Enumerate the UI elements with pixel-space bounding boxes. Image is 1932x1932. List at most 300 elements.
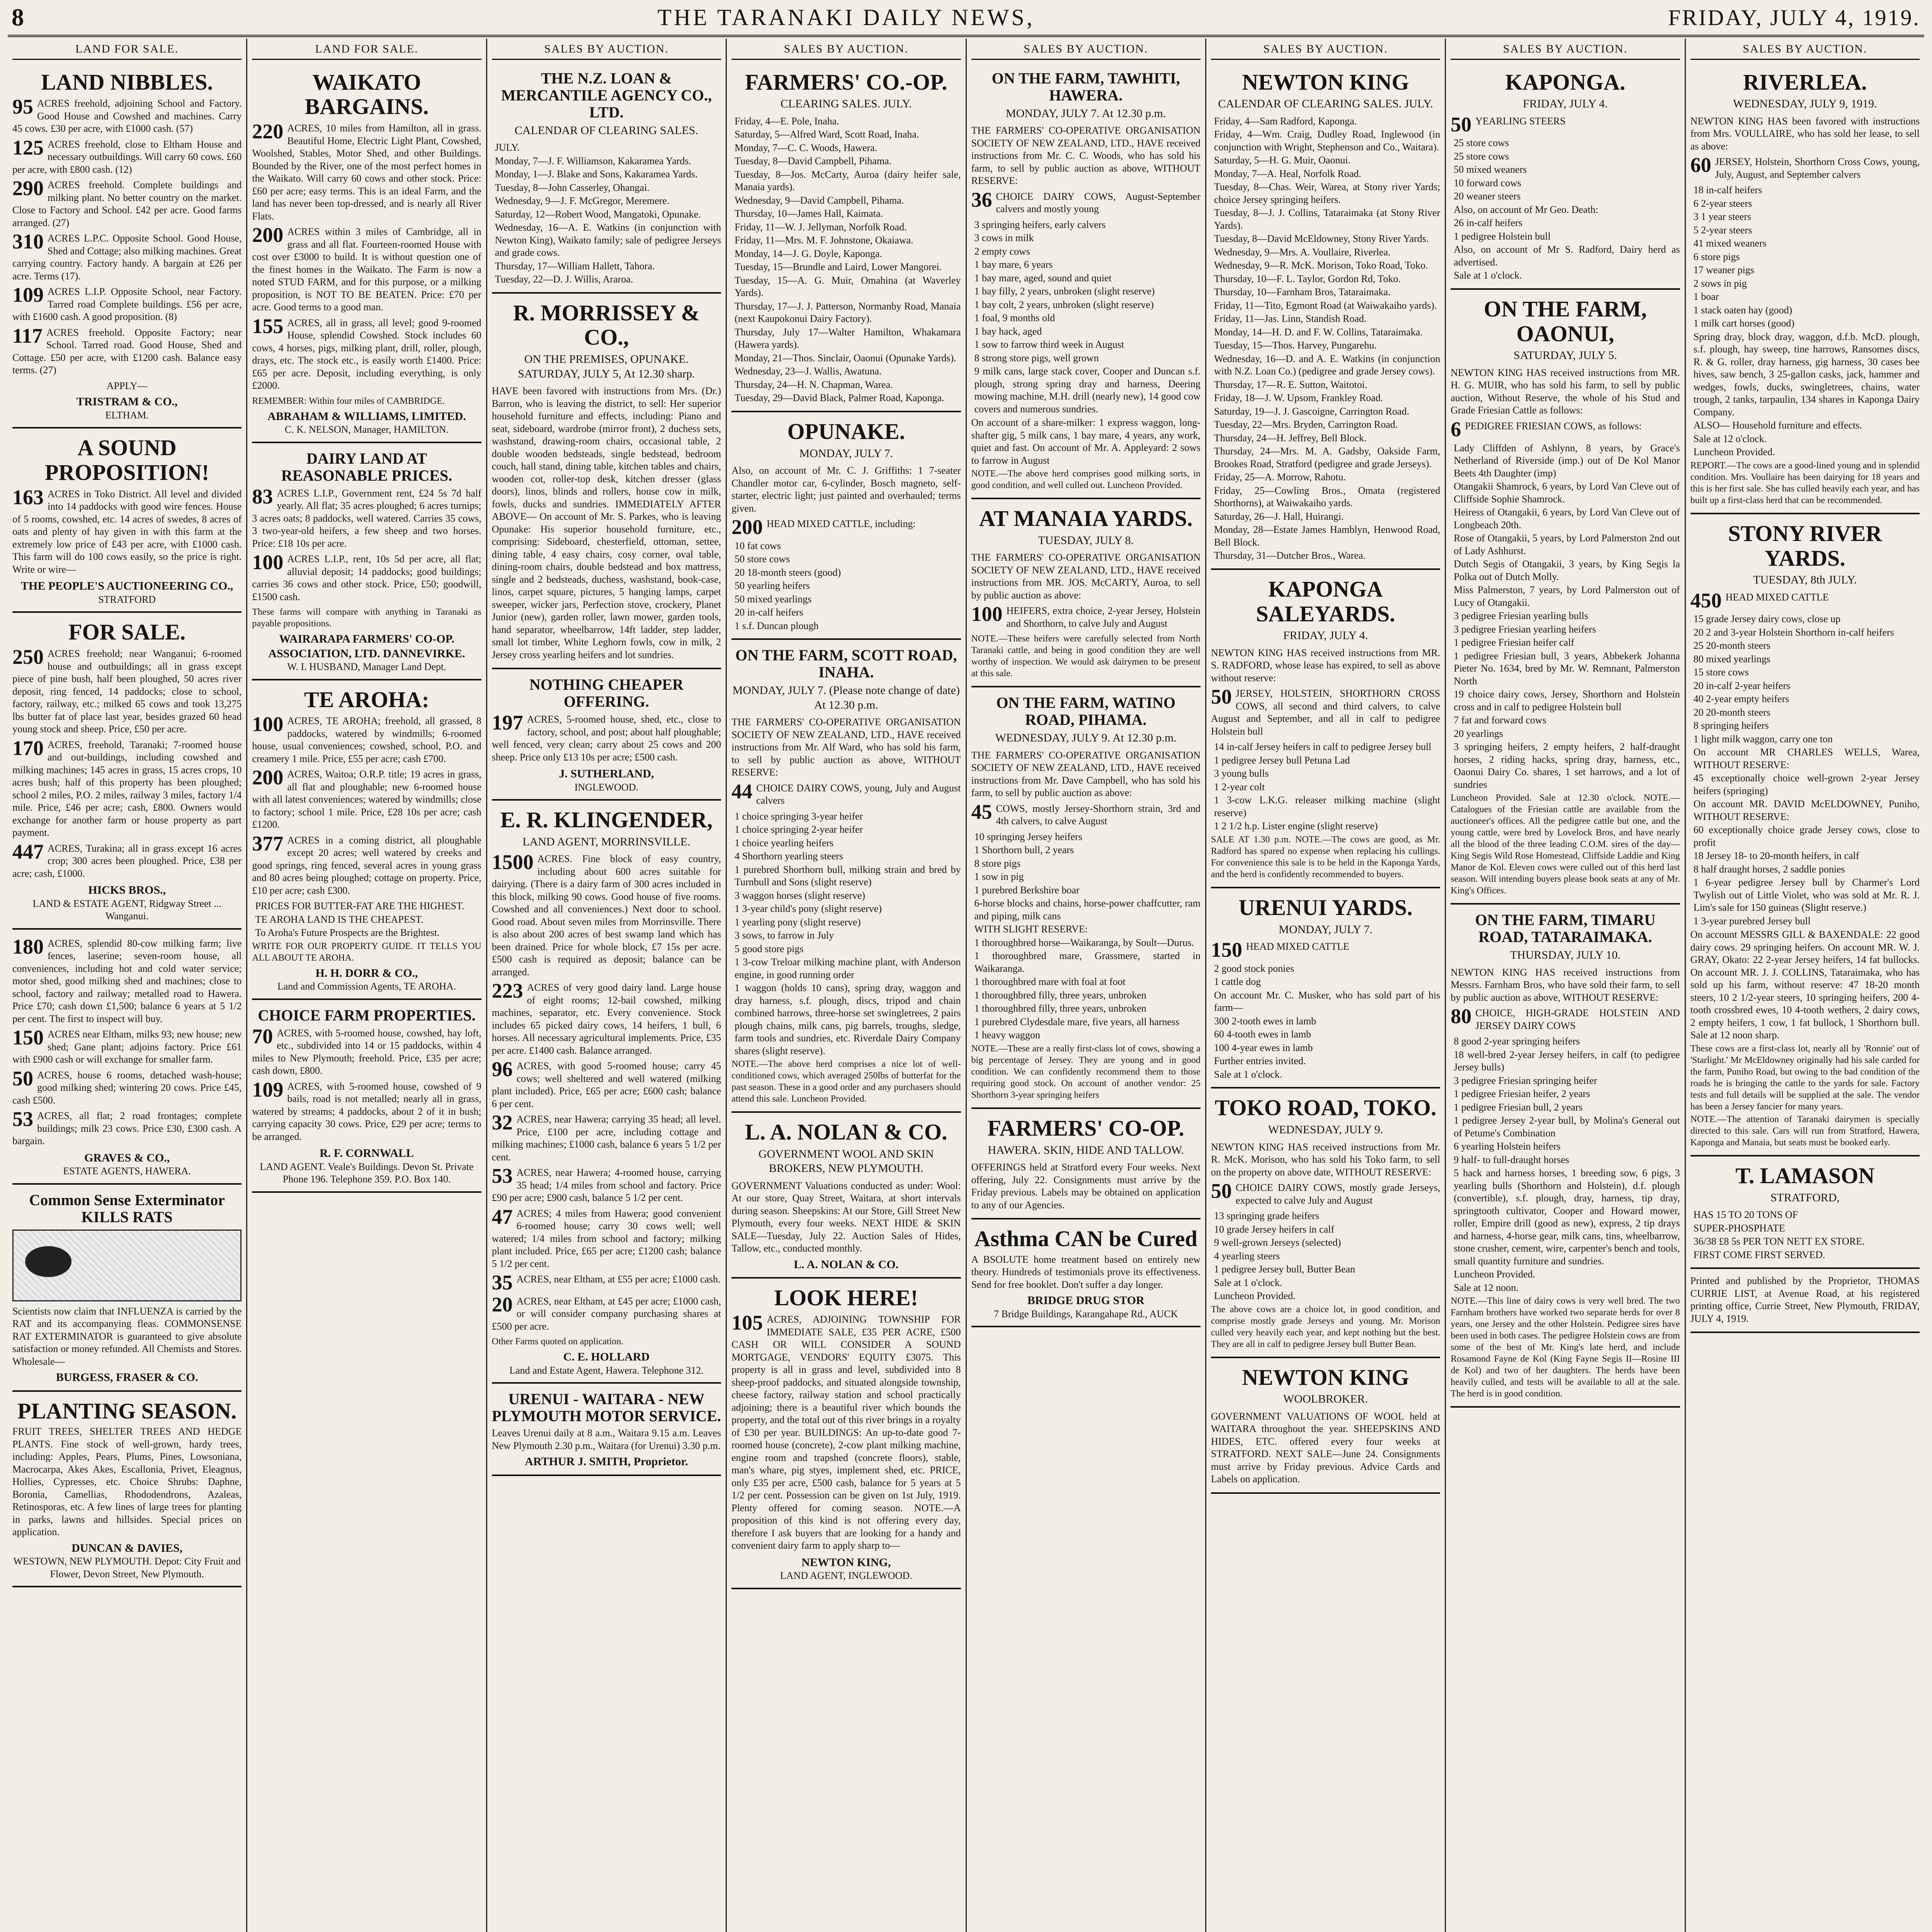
ad-title: ON THE FARM, TIMARU ROAD, TATARAIMAKA. [1475, 911, 1656, 946]
ad-line: Sale at 1 o'clock. [1214, 1277, 1282, 1288]
ad-title: Asthma CAN be Cured [974, 1226, 1197, 1252]
listing-text: ACRES, near Hawera; carrying 35 head; all level. Price, £100 per acre, including cottage and milking machines; £1000 cash, balance 6 years 5 1/2 per cent. [492, 1114, 721, 1163]
ad-note: NOTE.—These are a really first-class lot of cows, showing a big percentage of Jersey. They are young and in good condition. We can confidently recommend them to those requiring good stock. On account of another vendor: 25 Shorthorn 3-year springing heifers [971, 1043, 1201, 1100]
ad-body: Scientists now claim that INFLUENZA is carried by the RAT and its accompanying fleas. COMMONSENSE RAT EXTERMINATOR is guaranteed to give absolute satisfaction or money refunded. All Chemists and Stores. Wholesale— [12, 1305, 242, 1367]
rat-illustration [12, 1230, 242, 1301]
listing-text: ACRES, house 6 rooms, detached wash-house; good milking shed; wintering 20 cows. Price £45, cash £500. [12, 1069, 242, 1106]
ad-line: Monday, 28—Estate James Hamblyn, Henwood Road, Bell Block. [1214, 524, 1440, 548]
ad-line: 9 well-grown Jerseys (selected) [1214, 1237, 1341, 1248]
advertisement [252, 443, 481, 680]
ad-line: 6 yearling Holstein heifers [1454, 1141, 1561, 1152]
ad-line: 3 young bulls [1214, 768, 1269, 779]
ad-line: 1 2-year colt [1214, 781, 1265, 793]
advertisement [12, 613, 242, 929]
ad-line: 1 light milk waggon, carry one ton [1693, 733, 1833, 745]
ad-title: FARMERS' CO-OP. [987, 1115, 1184, 1141]
listing-entry [1211, 1179, 1440, 1207]
listing-text: ACRES in a coming district, all ploughable except 20 acres; well watered by creeks and good springs, ring fenced, several acres in young grass and 80 acres being ploughed; cottage on property. Price, £10 per acre; cash £300. [252, 834, 481, 896]
listing-entry [731, 779, 961, 807]
ad-line: Luncheon Provided. [1454, 1269, 1536, 1280]
ad-subtitle: ON THE PREMISES, OPUNAKE. SATURDAY, JULY 5, At 12.30 sharp. [518, 353, 695, 380]
advertisement [971, 1219, 1201, 1327]
listing-entry [12, 1028, 242, 1066]
listing-entry [1690, 588, 1920, 612]
listing-entry [12, 179, 242, 229]
ad-line: Friday, 11—Mrs. M. F. Johnstone, Okaiawa. [735, 235, 913, 246]
listing-number: 125 [12, 136, 44, 159]
column-header: LAND FOR SALE. [252, 39, 481, 60]
ad-line: Tuesday, 22—Mrs. Bryden, Carrington Road. [1214, 419, 1398, 430]
listing-entry [1451, 1007, 1680, 1032]
ad-line: Saturday, 26—J. Hall, Huirangi. [1214, 510, 1344, 522]
ad-body-extra: On account MESSRS GILL & BAXENDALE: 22 good dairy cows. 29 springing heifers. On account MR. W. J. GRAY, Okato: 22 2-year Jersey heifers, 14 fat bullocks. On account MR. J. J. COLLINS, Tataraimaka, who has sold up his farm, without reserve: 47 18-20 month steers, 10 2 1/2-year steers, 10 springing heifers, 200 4-tooth crossbred ewes, 10 4-tooth wethers, 2 dairy cows, 2 empty heifers, 1 cow, 1 fat bullock, 1 Shorthorn bull. Sale at 12 noon sharp. [1690, 929, 1920, 1041]
advertisement [1211, 888, 1440, 1088]
ad-line: 2 sows in pig [1693, 277, 1747, 289]
ad-line: 18 in-calf heifers [1693, 184, 1762, 196]
ad-line: 1 Shorthorn bull, 2 years [974, 844, 1074, 856]
ad-subtitle: HAWERA. SKIN, HIDE AND TALLOW. [988, 1143, 1184, 1156]
ad-line: Friday, 4—Sam Radford, Kaponga. [1214, 115, 1357, 127]
advertisement [252, 1000, 481, 1193]
ad-line: 3 springing heifers, early calvers [974, 219, 1106, 230]
ad-line: Monday, 7—A. Heal, Norfolk Road. [1214, 168, 1361, 179]
ad-line: 6 store pigs [1693, 251, 1740, 262]
listing-number: 223 [492, 979, 523, 1003]
listing-text: ACRES, near Eltham, at £55 per acre; £1000 cash. [516, 1274, 721, 1285]
ad-line: 300 2-tooth ewes in lamb [1214, 1015, 1316, 1027]
ad-line: 6-horse blocks and chains, horse-power chaffcutter, ram and piping, milk cans [974, 898, 1201, 922]
listing-text: HEAD MIXED CATTLE [1246, 941, 1350, 952]
ad-line: Wednesday, 9—R. McK. Morison, Toko Road, Toko. [1214, 260, 1428, 271]
ad-line: Saturday, 5—H. G. Muir, Oaonui. [1214, 155, 1351, 166]
ad-line: 1 choice yearling heifers [735, 837, 834, 849]
ad-note: REPORT.—The cows are a good-lined young and in splendid condition. Mrs. Voullaire has been dairying for 18 years and this is her first sale. She has culled heavily each year, and has built up a first-class herd that can be recommended. [1690, 460, 1920, 505]
ad-line: 1 milk cart horses (good) [1693, 318, 1795, 329]
ad-line: 15 grade Jersey dairy cows, close up [1693, 613, 1841, 625]
listing-number: 200 [252, 766, 284, 789]
listing-entry [252, 768, 481, 831]
listing-text: ACRES L.P.C. Opposite School. Good House, Shed and Cottage; also milking machines. Great carrying country. Factory handy. A bargain at £26 per acre. Terms (17). [12, 233, 242, 282]
ad-title: TOKO ROAD, TOKO. [1214, 1095, 1437, 1121]
ad-line: 20 weaner steers [1454, 190, 1521, 202]
ad-subtitle: MONDAY, JULY 7. [799, 447, 893, 460]
listing-text: ACRES, splendid 80-cow milking farm; live fences, laserine; seven-room house, all conveniences, including hot and cold water service; motor shed, good milking shed and machines; close to school, factory and railway; metalled road to Hawera. Price £70; cash down £1,500; balance 6 years at 5 1/2 per cent. The first to inspect will buy. [12, 937, 242, 1024]
ad-body: NEWTON KING HAS received instructions from MR. S. RADFORD, whose lease has expired, to sell as above without reserve: [1211, 647, 1440, 684]
ad-title: E. R. KLINGENDER, [500, 807, 713, 833]
listing-number: 170 [12, 736, 44, 760]
ad-line: Wednesday, 23—J. Wallis, Awatuna. [735, 366, 882, 377]
ad-line: 5 2-year steers [1693, 224, 1752, 236]
listing-text: HEAD MIXED CATTLE [1725, 591, 1829, 603]
ad-title: LAND NIBBLES. [41, 69, 213, 95]
ad-line: SUPER-PHOSPHATE [1693, 1222, 1785, 1234]
ad-line: 25 store cows [1454, 150, 1509, 162]
listing-number: 95 [12, 95, 33, 119]
ad-line: 50 mixed weaners [1454, 164, 1527, 175]
ad-line: 15 store cows [1693, 667, 1749, 678]
ad-line: Thursday, 24—Mrs. M. A. Gadsby, Oakside Farm, Brookes Road, Stratford (pedigree and grade Jerseys). [1214, 446, 1440, 469]
ad-line: Friday, 18—J. W. Upsom, Frankley Road. [1214, 392, 1383, 404]
ad-line: Thursday, 10—F. L. Taylor, Gordon Rd, Toko. [1214, 273, 1401, 284]
ad-line: 10 springing Jersey heifers [974, 831, 1082, 842]
listing-number: 45 [971, 800, 992, 823]
listing-number: 310 [12, 230, 44, 253]
advertisement [492, 801, 721, 1384]
ad-line: 6 2-year steers [1693, 197, 1752, 209]
agent-name: ABRAHAM & WILLIAMS, LIMITED. [267, 410, 466, 423]
listing-entry [1211, 938, 1440, 962]
ad-line: Tuesday, 8—J. J. Collins, Tataraimaka (at Stony River Yards). [1214, 207, 1440, 231]
advertisement [252, 63, 481, 443]
advertisement [12, 1185, 242, 1392]
ad-line: Thursday, 10—James Hall, Kaimata. [735, 208, 883, 219]
ad-subtitle: LAND AGENT, MORRINSVILLE. [522, 835, 690, 848]
ad-line: Monday, 14—J. G. Doyle, Kaponga. [735, 248, 882, 259]
agent-location: 7 Bridge Buildings, Karangahape Rd., AUCK [993, 1308, 1178, 1320]
listing-entry [252, 1080, 481, 1143]
ad-line: Otangakii Shamrock, 6 years, by Lord Van Cleve out of Cliffside Sophie Shamrock. [1454, 481, 1680, 505]
listing-text: ACRES L.I.P., Government rent, £24 5s 7d half yearly. All flat; 35 acres ploughed; 6 acres turnips; 3 acres oats; 8 paddocks, well watered. Carries 35 cows, 3 two-year-old heifers, a few sheep and two horses. Price: £18 10s per acre. [252, 487, 481, 549]
ad-line: Thursday, 24—H. Jeffrey, Bell Block. [1214, 432, 1367, 444]
ad-line: 19 choice dairy cows, Jersey, Shorthorn and Holstein cross and in calf to pedigree Holstein bull [1454, 689, 1680, 713]
listing-entry [971, 800, 1201, 828]
ad-line: Friday, 4—E. Pole, Inaha. [735, 115, 839, 127]
ad-line: 50 mixed yearlings [735, 593, 812, 605]
ad-title: RIVERLEA. [1743, 69, 1867, 95]
ad-line: 41 mixed weaners [1693, 238, 1767, 249]
listing-entry [492, 1113, 721, 1163]
ad-subtitle: CALENDAR OF CLEARING SALES. [514, 124, 698, 137]
listing-entry [252, 553, 481, 603]
listing-text: ACRES freehold. Complete buildings and milking plant. No better country on the market. Close to Factory and School. £42 per acre. Good farms arranged. (27) [12, 179, 242, 228]
listing-text: ACRES; 4 miles from Hawera; good convenient 6-roomed house; carry 30 cows well; well watered; 1/4 miles from school and factory; milking plant included. Price, £65 per acre; £1200 cash; balance 5 1/2 per cent. [492, 1208, 721, 1269]
agent-name: WAIRARAPA FARMERS' CO-OP. ASSOCIATION, LTD. DANNEVIRKE. [268, 633, 465, 660]
ad-line: 3 pedigree Friesian yearling bulls [1454, 610, 1588, 622]
listing-entry [492, 850, 721, 978]
ad-title: ON THE FARM, WATINO ROAD, PIHAMA. [996, 694, 1176, 729]
listing-text: ACRES, 10 miles from Hamilton, all in grass. Beautiful Home, Electric Light Plant, Cowshed, Woolshed, Stables, Motor Shed, and other Buildings. Bounded by the River, one of the most perfect homes in the Waikato. Will carry 60 cows and other stock. Price: £60 per acre; easy terms. This is an ideal Farm, and the land has never been top-dressed, and is nearly all River Flats. [252, 122, 481, 222]
ad-line: 1 bay hack, aged [974, 325, 1042, 337]
ad-title: PLANTING SEASON. [17, 1398, 237, 1423]
advertisement [1690, 1269, 1920, 1333]
listing-text: ACRES freehold, close to Eltham House and necessary outbuildings. Will carry 60 cows. £60 per acre, with £800 cash. (12) [12, 138, 242, 175]
listing-entry [252, 223, 481, 314]
ad-subtitle: CLEARING SALES. JULY. [780, 97, 912, 111]
ad-line: 13 springing grade heifers [1214, 1210, 1320, 1222]
listing-entry [12, 485, 242, 576]
listing-entry [492, 1060, 721, 1110]
listing-text: ACRES near Eltham, milks 93; new house; new shed; Gane plant; adjoins factory. Price £61 with £900 cash or will exchange for smaller farm. [12, 1029, 242, 1065]
ad-title: OPUNAKE. [787, 418, 905, 444]
listing-text: ACRES, ADJOINING TOWNSHIP FOR IMMEDIATE SALE, £35 PER ACRE, £500 CASH OR WILL CONSIDER A SOUND MORTGAGE, VENDORS' EQUITY £3075. This property is all in grass and level, subdivided into 8 sheep-proof paddocks, and situated alongside township, cheese factory, railway station and school practically adjoining; there is a beautiful river which bounds the property, and the total out of this river brings in a royalty of £30 per year. BUILDINGS: An up-to-date good 7-roomed house (concrete), 2-cow plant milking machine, engine room and trapshed (concrete floors), stable, man's whare, pig styes, implement shed, etc. PRICE, only £35 per acre, £500 cash, balance for 5 years at 5 1/2 per cent. Possession can be given on 1st July, 1919. Plenty offered for coming season. NOTE.—A proposition of this kind is not offering every day, therefore I ask buyers that are looking for a handy and convenient dairy farm to apply sharp to— [731, 1314, 961, 1551]
ad-line: 2 good stock ponies [1214, 963, 1294, 974]
listing-number: 117 [12, 324, 43, 347]
listing-number: 53 [12, 1107, 33, 1131]
ad-line: Tuesday, 22—D. J. Willis, Araroa. [495, 274, 633, 285]
ad-title: NEWTON KING [1242, 1364, 1409, 1390]
listing-entry [252, 314, 481, 392]
ad-line: 100 4-year ewes in lamb [1214, 1042, 1313, 1053]
agent-name: J. SUTHERLAND, [559, 767, 654, 781]
apply-label: APPLY— [106, 380, 148, 391]
listing-text: ACRES, 5-roomed house, shed, etc., close to factory, school, and post; about half ploughable; well fenced, very clean; carry about 25 cows and 200 sheep. Price only £13 10s per acre; £500 cash. [492, 714, 721, 763]
listing-number: 250 [12, 645, 44, 669]
ad-title: DAIRY LAND AT REASONABLE PRICES. [281, 449, 452, 484]
ad-line: 1 pedigree Holstein bull [1454, 230, 1551, 242]
listing-entry [1451, 112, 1680, 136]
ad-line: 3 springing heifers, 2 empty heifers, 2 half-draught horses, 2 riding hacks, spring dray, harness, etc., Oaonui Dairy Co. shares, 1 set harrows, and a lot of sundries [1454, 741, 1680, 790]
listing-entry [1451, 417, 1680, 441]
ad-title: ON THE FARM, TAWHITI, HAWERA. [992, 69, 1180, 104]
ad-line: Monday, 1—J. Blake and Sons, Kakaramea Yards. [495, 168, 698, 180]
ad-note: NOTE.—The above herd comprises good milking sorts, in good condition, and well culled out. Luncheon Provided. [971, 469, 1201, 490]
agent-name: R. F. CORNWALL [320, 1147, 414, 1160]
listing-entry [731, 515, 961, 539]
ad-body: Also, on account of Mr. C. J. Griffiths: 1 7-seater Chandler motor car, 6-cylinder, Bosch magneto, self-starter, electric light; just painted and overhauled; terms given. [731, 465, 961, 514]
column-header: SALES BY AUCTION. [1451, 39, 1680, 60]
listing-entry [252, 715, 481, 765]
advertisement [1690, 514, 1920, 1156]
column-header: SALES BY AUCTION. [731, 39, 961, 60]
agent-name: C. E. HOLLARD [563, 1350, 650, 1364]
ad-line: Monday, 7—J. F. Williamson, Kakaramea Yards. [495, 155, 691, 167]
advertisement [731, 1279, 961, 1589]
agent-location: W. I. HUSBAND, Manager Land Dept. [287, 661, 446, 673]
ad-line: On account Mr. C. Musker, who has sold part of his farm— [1214, 989, 1440, 1014]
advertisement [1690, 63, 1920, 514]
listing-text: ACRES, with 5-roomed house, cowshed, hay loft, etc., subdivided into 14 or 15 paddocks, within 4 miles to New Plymouth; freehold. Price, £35 per acre; cash down, £800. [252, 1027, 481, 1077]
ad-line: 18 well-bred 2-year Jersey heifers, in calf (to pedigree Jersey bulls) [1454, 1049, 1680, 1073]
advertisement [971, 499, 1201, 687]
listing-text: ACRES. Fine block of easy country, including about 600 acres suitable for dairying. (There is a dairy farm of 300 acres included in this block, milking 90 cows. Good house of five rooms. Cowshed and all conveniences.) Next door to school. Good road. About seven miles from Morrinsville. There is also about 200 acres of best swamp land which has been drained. Price for whole block, £7 15s per acre. £500 cash is required as deposit; balance can be arranged. [492, 853, 721, 978]
ad-line: 1 waggon (holds 10 cans), spring dray, waggon and dray harness, s.f. plough, discs, tripod and chain combined harrows, three-horse set swingletrees, 2 pairs plough chains, milk cans, pig barrels, troughs, sledge, farm tools and sundries, etc. Riverdale Dairy Company shares (slight reserve). [735, 982, 961, 1056]
page-number: 8 [12, 3, 24, 31]
ad-line: 1 bay mare, 6 years [974, 259, 1053, 270]
ad-note: Other Farms quoted on application. [492, 1337, 624, 1347]
ad-line: Lady Cliffden of Ashlynn, 8 years, by Grace's Netherland of Riverside (imp.) out of De Kol Manor Beets 4th Daughter (imp) [1454, 442, 1680, 479]
ad-line: 8 strong store pigs, well grown [974, 352, 1099, 364]
ad-line: Thursday, 10—Farnham Bros, Tataraimaka. [1214, 286, 1391, 298]
ad-body: A BSOLUTE home treatment based on entirely new theory. Hundreds of testimonials prove its effectiveness. Send for free booklet. Don't suffer a day longer. [971, 1253, 1201, 1290]
ad-line: 1 pedigree Friesian heifer, 2 years [1454, 1088, 1590, 1100]
listing-text: JERSEY, Holstein, Shorthorn Cross Cows, young, July, August, and September calvers [1715, 156, 1920, 180]
ad-line: Thursday, 31—Dutcher Bros., Warea. [1214, 550, 1366, 561]
ad-line: Tuesday, 8—John Casserley, Ohangai. [495, 182, 650, 193]
listing-text: ACRES, with good 5-roomed house; carry 45 cows; well sheltered and well watered (milking plant included). Price, £65 per acre; £600 cash; balance 6 per cent. [492, 1060, 721, 1109]
ad-line: 45 exceptionally choice well-grown 2-year Jersey heifers (springing) [1693, 772, 1920, 796]
ad-line: 20 2 and 3-year Holstein Shorthorn in-calf heifers [1693, 626, 1894, 638]
agent-name: BRIDGE DRUG STOR [1027, 1294, 1145, 1307]
ad-line: 1 pedigree Friesian bull, 2 years [1454, 1101, 1583, 1113]
ad-line: Tuesday, 8—David Campbell, Pihama. [735, 155, 892, 167]
listing-entry [12, 138, 242, 176]
listing-text: JERSEY, HOLSTEIN, SHORTHORN CROSS COWS, all second and third calvers, to calve August and September, and all in calf to pedigree Holstein bull [1211, 688, 1440, 737]
listing-number: 200 [252, 223, 284, 247]
ad-subtitle: WEDNESDAY, JULY 9. [1268, 1123, 1383, 1136]
ad-line: 1 6-year pedigree Jersey bull by Charmer's Lord Twylish out of Little Violet, who was sold at Mr. R. J. Lim's sale for 150 guineas (Slight reserve.) [1693, 877, 1920, 913]
ad-line: Friday, 11—Jas. Linn, Standish Road. [1214, 313, 1367, 325]
ad-line: Also, on account of Mr Geo. Death: [1454, 204, 1599, 215]
listing-number: 109 [252, 1078, 284, 1101]
ad-line: On account MR. DAVID McELDOWNEY, Puniho, WITHOUT RESERVE: [1693, 798, 1920, 822]
ad-subtitle: WOOLBROKER. [1283, 1393, 1368, 1406]
ad-line: Luncheon Provided. [1214, 1290, 1296, 1302]
ad-line: 25 20-month steers [1693, 640, 1770, 651]
advertisement [1451, 290, 1680, 905]
ad-line: Thursday, 24—H. N. Chapman, Warea. [735, 379, 893, 390]
ad-line: Monday, 14—H. D. and F. W. Collins, Tataraimaka. [1214, 326, 1423, 338]
advertisement [1211, 1088, 1440, 1358]
ad-note: Luncheon Provided. Sale at 12.30 o'clock. NOTE.—Catalogues of the Friesian cattle are available from the auctioneer's offices. All the pedigree cattle but one, and the young cattle, were bred by Lovelock Bros, and have nearly all the blood of the three leading C.O.M. sires of the day—King Segis Wild Rose Homestead, Cliffside Laddie and King Manor de Kol. Eleven cows were culled out of this herd last season. Will intending buyers please book seats at any of Mr. King's Offices. [1451, 793, 1680, 896]
ad-line: Wednesday, 9—Mrs. A. Voullaire, Riverlea. [1214, 246, 1391, 258]
ad-body: GOVERNMENT VALUATIONS OF WOOL held at WAITARA throughout the year. SHEEPSKINS AND HIDES, ETC. offered every four weeks at STRATFORD. NEXT SALE—June 24. Consignments must arrive by Friday previous. Advice Cards and Labels on application. [1211, 1410, 1440, 1485]
listing-entry [12, 283, 242, 323]
listing-number: 96 [492, 1058, 513, 1081]
agent-name: HICKS BROS., [88, 884, 166, 897]
agent-location: INGLEWOOD. [574, 781, 639, 793]
listing-number: 36 [971, 188, 992, 211]
ad-line: Thursday, 17—J. J. Patterson, Normanby Road, Manaia (next Kaupokonui Dairy Factory). [735, 300, 961, 325]
listing-text: ACRES within 3 miles of Cambridge, all in grass and all flat. Fourteen-roomed House with cost over £3000 to build. It is without question one of the finest homes in the Waikato. The Farm is now a noted STUD FARM, and for this purpose, or a milking proposition, is NOT TO BE BEATEN. Price: £70 per acre. Good terms to a good man. [252, 226, 481, 313]
ad-line: Thursday, 17—William Hallett, Tahora. [495, 260, 655, 272]
agent-name: ARTHUR J. SMITH, Proprietor. [525, 1455, 688, 1468]
ad-line: 8 springing heifers [1693, 720, 1769, 731]
agent-location: LAND AGENT, INGLEWOOD. [780, 1570, 912, 1582]
listing-text: ACRES freehold, adjoining School and Factory. Good House and Cowshed and machines. Carry 45 cows. £30 per acre, with £1000 cash. (57) [12, 98, 242, 134]
advertisement [492, 63, 721, 294]
ad-subtitle: FRIDAY, JULY 4. [1283, 629, 1368, 642]
ad-line: Sale at 12 o'clock. [1693, 433, 1767, 444]
newspaper-title: THE TARANAKI DAILY NEWS, [657, 4, 1035, 30]
ad-line: Saturday, 12—Robert Wood, Mangatoki, Opunake. [495, 208, 701, 220]
ad-line: 1 stack oaten hay (good) [1693, 304, 1793, 316]
ad-line: 3 pedigree Friesian yearling heifers [1454, 623, 1596, 635]
listing-entry [12, 1107, 242, 1148]
advertisement [492, 294, 721, 670]
ad-title: LOOK HERE! [774, 1285, 918, 1311]
ad-line: 80 mixed yearlings [1693, 653, 1770, 665]
ad-subtitle: GOVERNMENT WOOL AND SKIN BROKERS, NEW PLYMOUTH. [759, 1147, 934, 1175]
ad-title: KAPONGA SALEYARDS. [1256, 576, 1395, 626]
ad-note: NOTE.—This line of dairy cows is very well bred. The two Farnham brothers have worked two separate herds for over 8 years, one Jersey and the other Holstein. Pedigree sires have been used in both cases. The pedigree Holstein cows are from some of the best of Mr. King's late herd, and include Rosamond Fayne de Kol (King Fayne Segis II—Rosine III de Kol) and two of her daughters. The herds have been heavily culled, and tests will be available to all at the sale. The herd is in good condition. [1451, 1296, 1680, 1399]
agent-name: DUNCAN & DAVIES, [71, 1541, 183, 1554]
advertisement [731, 640, 961, 1113]
agent-name: GRAVES & CO., [84, 1151, 170, 1164]
ad-line: Friday, 11—Tito, Egmont Road (at Waiwakaiho yards). [1214, 299, 1437, 311]
listing-text: CHOICE DAIRY COWS, young, July and August calvers [756, 782, 961, 806]
listing-number: 50 [1451, 112, 1472, 136]
listing-number: 47 [492, 1205, 513, 1228]
ad-line: 1 pedigree Friesian heifer calf [1454, 637, 1575, 648]
ad-line: 3 waggon horses (slight reserve) [735, 889, 866, 901]
advertisement [12, 63, 242, 429]
ad-line: 1 boar [1693, 291, 1719, 303]
listing-text: ACRES, TE AROHA; freehold, all grassed, 8 paddocks, watered by windmills; 6-roomed house, usual conveniences; cowshed, school, P.O. and creamery 1 mile. Price, £55 per acre; cash £700. [252, 715, 481, 764]
ad-line: 1 choice springing 2-year heifer [735, 824, 863, 835]
agent-location: LAND AGENT. Veale's Buildings. Devon St. Private Phone 196. Telephone 359. P.O. Box 140. [260, 1161, 474, 1185]
listing-number: 100 [971, 602, 1003, 626]
ad-line: 1 2 1/2 h.p. Lister engine (slight reserve) [1214, 820, 1378, 832]
listing-number: 35 [492, 1271, 513, 1294]
ad-line: 1 thoroughbred filly, three years, unbroken [974, 1003, 1146, 1014]
ad-line: 1 cattle dog [1214, 976, 1261, 988]
ad-line: 1 pedigree Jersey 2-year bull, by Molina's General out of Petume's Combination [1454, 1115, 1680, 1139]
listing-entry [492, 1164, 721, 1204]
listing-text: ACRES L.I.P. Opposite School, near Factory. Tarred road Complete buildings. £56 per acre, with £1600 cash. A good proposition. (8) [12, 286, 242, 323]
ad-line: ALSO— Household furniture and effects. [1693, 420, 1862, 431]
ad-note: The above cows are a choice lot, in good condition, and comprise mostly grade Jerseys and young. Mr. Morison culled very heavily each year, and kept nothing but the best. They are all in calf to pedigree Jersey bull Butter Bean. [1211, 1304, 1440, 1349]
ad-title: THE N.Z. LOAN & MERCANTILE AGENCY CO., LTD. [501, 69, 712, 121]
ad-line: Friday, 25—A. Morrow, Rahotu. [1214, 471, 1346, 483]
listing-number: 197 [492, 711, 523, 735]
ad-line: Tuesday, 8—Chas. Weir, Warea, at Stony river Yards; choice Jersey springing heifers. [1214, 181, 1440, 205]
ad-line: 1 heavy waggon [974, 1029, 1040, 1041]
ad-line: 1 thoroughbred mare, Grassmere, started in Waikaranga. [974, 950, 1201, 974]
column-header: SALES BY AUCTION. [1690, 39, 1920, 60]
ad-line: 1 pedigree Friesian bull, 3 years, Abbekerk Johanna Pieter No. 1634, bred by Mr. W. Remnant, Palmerston North [1454, 650, 1680, 687]
listing-number: 53 [492, 1164, 513, 1188]
ad-title: R. MORRISSEY & CO., [513, 300, 700, 350]
ad-line: 1 thoroughbred mare with foal at foot [974, 976, 1126, 988]
listing-text: ACRES, all in grass, all level; good 9-roomed House, splendid Cowshed. Stock includes 60 cows, 4 horses, pigs, milking plant, drill, roller, plough, drays, etc. The stock etc., is easily worth £1400. Price: £65 per acre. Deposit, including everything, is only £2000. [252, 317, 481, 391]
ad-subtitle: TUESDAY, 8th JULY. [1753, 573, 1857, 587]
ad-line: Luncheon Provided. [1693, 446, 1775, 458]
listing-text: ACRES, with 5-roomed house, cowshed of 9 bails, road is not metalled; nearly all in grass, watered by streams; 4 paddocks, about 2 of it in bush; carrying capacity 30 cows. Price, £29 per acre; terms to be arranged. [252, 1080, 481, 1142]
ad-line: Friday, 11—W. J. Jellyman, Norfolk Road. [735, 221, 907, 233]
ad-line: Wednesday, 9—J. F. McGregor, Meremere. [495, 195, 670, 206]
listing-number: 1500 [492, 850, 534, 874]
ad-title: AT MANAIA YARDS. [979, 506, 1193, 531]
ad-subtitle: MONDAY, JULY 7. (Please note change of date) At 12.30 p.m. [732, 684, 960, 711]
ad-line: On account MR CHARLES WELLS, Warea, WITHOUT RESERVE: [1693, 747, 1920, 770]
ad-title: A SOUND PROPOSITION! [45, 435, 209, 485]
ad-line: Also, on account of Mr S. Radford, Dairy herd as advertised. [1454, 244, 1680, 268]
ad-subtitle: MONDAY, JULY 7. [1279, 923, 1372, 936]
listing-entry [971, 190, 1201, 216]
listing-text: ACRES L.I.P., rent, 10s 5d per acre, all flat; alluvial deposit; 14 paddocks; good buildings; carries 36 cows and other stock. Price, £50; goodwill, £1500 cash. [252, 553, 481, 602]
agent-name: THE PEOPLE'S AUCTIONEERING CO., [21, 580, 233, 593]
ad-line: 10 fat cows [735, 540, 781, 551]
ad-line: JULY. [495, 142, 520, 153]
ad-subtitle: CALENDAR OF CLEARING SALES. JULY. [1218, 97, 1433, 111]
ad-line: 5 good store pigs [735, 943, 804, 954]
ad-title: T. LAMASON [1735, 1163, 1875, 1188]
listing-entry [12, 842, 242, 880]
listing-entry [252, 487, 481, 550]
ad-title: URENUI YARDS. [1238, 895, 1413, 920]
ad-title: URENUI - WAITARA - NEW PLYMOUTH MOTOR SERVICE. [492, 1390, 721, 1425]
agent-location: WESTOWN, NEW PLYMOUTH. Depot: City Fruit and Flower, Devon Street, New Plymouth. [13, 1556, 241, 1580]
ad-body-extra: On account of a share-milker: 1 express waggon, long-shafter gig, 5 milk cans, 1 bay mare, 4 years, any work, quiet and fast. On account of Mr. A. Appleyard: 2 sows to farrow in August [971, 417, 1201, 466]
ad-line: 14 in-calf Jersey heifers in calf to pedigree Jersey bull [1214, 741, 1432, 753]
listing-text: CHOICE, HIGH-GRADE HOLSTEIN AND JERSEY DAIRY COWS [1475, 1007, 1680, 1031]
ad-subtitle: WEDNESDAY, JULY 9. At 12.30 p.m. [995, 731, 1177, 745]
listing-entry [731, 1313, 961, 1552]
listing-number: 50 [1211, 685, 1232, 709]
agent-location: ESTATE AGENTS, HAWERA. [63, 1165, 191, 1177]
ad-line: WITH SLIGHT RESERVE: [974, 923, 1088, 935]
agent-name: NEWTON KING, [801, 1556, 891, 1569]
ad-line: 2 empty cows [974, 245, 1030, 257]
advertisement [971, 687, 1201, 1109]
listing-number: 163 [12, 485, 44, 509]
ad-title: FARMERS' CO.-OP. [745, 69, 947, 95]
ad-line: 1 sow in pig [974, 871, 1024, 883]
ad-line: 50 yearling heifers [735, 580, 810, 592]
listing-number: 377 [252, 832, 284, 855]
ad-title: CHOICE FARM PROPERTIES. [258, 1006, 476, 1024]
listing-text: YEARLING STEERS [1475, 115, 1566, 127]
